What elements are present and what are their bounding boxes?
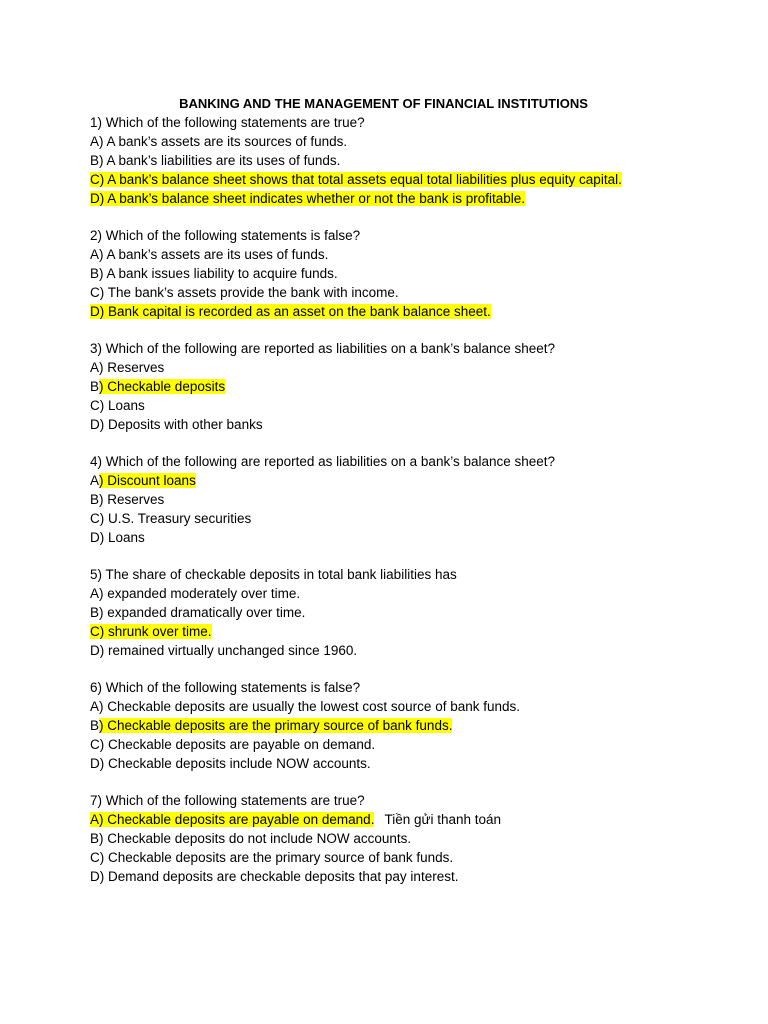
answer-option (90, 622, 750, 641)
question-stem: 2) Which of the following statements is false? (90, 228, 361, 243)
question-6 (90, 678, 750, 773)
answer-option (90, 810, 750, 829)
option-text: expanded moderately over time. (107, 586, 301, 601)
highlighted-answer (90, 812, 374, 827)
option-letter: A) (90, 134, 107, 149)
question-1 (90, 113, 750, 208)
translation-note: Tiền gửi thanh toán (384, 812, 502, 827)
answer-option (90, 697, 750, 716)
option-letter-char: B (90, 379, 100, 394)
option-letter: B) (90, 831, 108, 846)
option-letter: B) (90, 605, 108, 620)
option-letter: A) (90, 699, 108, 714)
highlighted-answer (90, 172, 622, 187)
option-letter: C) (90, 511, 108, 526)
answer-option (90, 754, 750, 773)
option-letter-char: A (90, 473, 100, 488)
option-letter: B) (90, 492, 108, 507)
answer-option (90, 735, 750, 754)
option-text: expanded dramatically over time. (107, 605, 306, 620)
highlighted-answer (90, 304, 491, 319)
answer-option (90, 716, 750, 735)
option-paren: ) (99, 718, 108, 733)
option-text: A bank’s assets are its sources of funds. (106, 134, 348, 149)
answer-option (90, 829, 750, 848)
option-text: A bank’s assets are its uses of funds. (106, 247, 329, 262)
option-text: Checkable deposits do not include NOW accounts. (107, 831, 412, 846)
question-stem: 1) Which of the following statements are true? (90, 115, 365, 130)
option-text: A bank’s liabilities are its uses of funds. (106, 153, 341, 168)
option-text: Checkable deposits are the primary source of bank funds. (108, 850, 454, 865)
option-letter: C) (90, 624, 108, 639)
option-text: Loans (108, 398, 145, 413)
option-text: Checkable deposits are payable on demand. (107, 812, 375, 827)
option-letter: D) (90, 643, 108, 658)
option-letter: D) (90, 869, 108, 884)
answer-option (90, 641, 750, 660)
option-letter: D) (90, 417, 108, 432)
answer-option (90, 415, 750, 434)
question-stem: 5) The share of checkable deposits in total bank liabilities has (90, 567, 457, 582)
option-letter: D) (90, 756, 108, 771)
option-letter: C) (90, 172, 108, 187)
highlighted-answer (99, 718, 452, 733)
question-7 (90, 791, 750, 886)
question-stem: 6) Which of the following statements is false? (90, 680, 361, 695)
highlighted-answer (90, 624, 212, 639)
answer-option (90, 867, 750, 886)
answer-option (90, 848, 750, 867)
option-letter: B) (90, 153, 107, 168)
question-stem: 4) Which of the following are reported as liabilities on a bank’s balance sheet? (90, 454, 556, 469)
option-text: The bank’s assets provide the bank with income. (107, 285, 399, 300)
answer-option (90, 189, 750, 208)
option-text: Reserves (107, 360, 165, 375)
question-2 (90, 226, 750, 321)
option-text: Loans (108, 530, 145, 545)
answer-option (90, 396, 750, 415)
option-text: Checkable deposits are usually the lowest cost source of bank funds. (107, 699, 520, 714)
option-letter-char: B (90, 718, 100, 733)
option-text: Checkable deposits are the primary source of bank funds. (107, 718, 453, 733)
answer-option (90, 283, 750, 302)
option-letter: D) (90, 191, 108, 206)
option-letter: C) (90, 285, 108, 300)
option-letter: D) (90, 304, 108, 319)
question-5 (90, 565, 750, 660)
option-letter: A) (90, 812, 108, 827)
answer-option (90, 377, 750, 396)
question-list (90, 113, 750, 886)
option-text: A bank’s balance sheet indicates whether or not the bank is profitable. (107, 191, 526, 206)
option-text: A bank issues liability to acquire funds. (106, 266, 338, 281)
option-letter: C) (90, 737, 108, 752)
option-text: Reserves (107, 492, 165, 507)
question-4 (90, 452, 750, 547)
option-text: U.S. Treasury securities (108, 511, 252, 526)
highlighted-answer (99, 379, 225, 394)
answer-option (90, 528, 750, 547)
option-paren: ) (99, 379, 108, 394)
option-letter: C) (90, 398, 108, 413)
question-stem: 3) Which of the following are reported as liabilities on a bank’s balance sheet? (90, 341, 556, 356)
option-text: Checkable deposits include NOW accounts. (108, 756, 371, 771)
option-text: shrunk over time. (108, 624, 212, 639)
document-title: BANKING AND THE MANAGEMENT OF FINANCIAL INSTITUTIONS (179, 96, 588, 111)
option-text: Bank capital is recorded as an asset on the bank balance sheet. (108, 304, 491, 319)
answer-option (90, 490, 750, 509)
answer-option (90, 358, 750, 377)
question-3 (90, 339, 750, 434)
answer-option (90, 603, 750, 622)
highlighted-answer (90, 191, 525, 206)
answer-option (90, 509, 750, 528)
option-letter: C) (90, 850, 108, 865)
option-letter: A) (90, 360, 108, 375)
option-letter: B) (90, 266, 107, 281)
answer-option (90, 151, 750, 170)
option-paren: ) (99, 473, 108, 488)
option-text: remained virtually unchanged since 1960. (108, 643, 358, 658)
answer-option (90, 132, 750, 151)
answer-option (90, 471, 750, 490)
answer-option (90, 170, 750, 189)
option-text: Discount loans (107, 473, 196, 488)
answer-option (90, 584, 750, 603)
option-letter: A) (90, 247, 107, 262)
option-letter: D) (90, 530, 108, 545)
option-text: A bank’s balance sheet shows that total assets equal total liabilities plus equity capital. (107, 172, 622, 187)
option-text: Demand deposits are checkable deposits that pay interest. (108, 869, 459, 884)
question-stem: 7) Which of the following statements are true? (90, 793, 365, 808)
option-text: Checkable deposits are payable on demand. (108, 737, 376, 752)
answer-option (90, 302, 750, 321)
option-text: Deposits with other banks (108, 417, 263, 432)
document-page (90, 94, 750, 904)
option-text: Checkable deposits (107, 379, 226, 394)
answer-option (90, 245, 750, 264)
option-letter: A) (90, 586, 108, 601)
answer-option (90, 264, 750, 283)
highlighted-answer (99, 473, 196, 488)
